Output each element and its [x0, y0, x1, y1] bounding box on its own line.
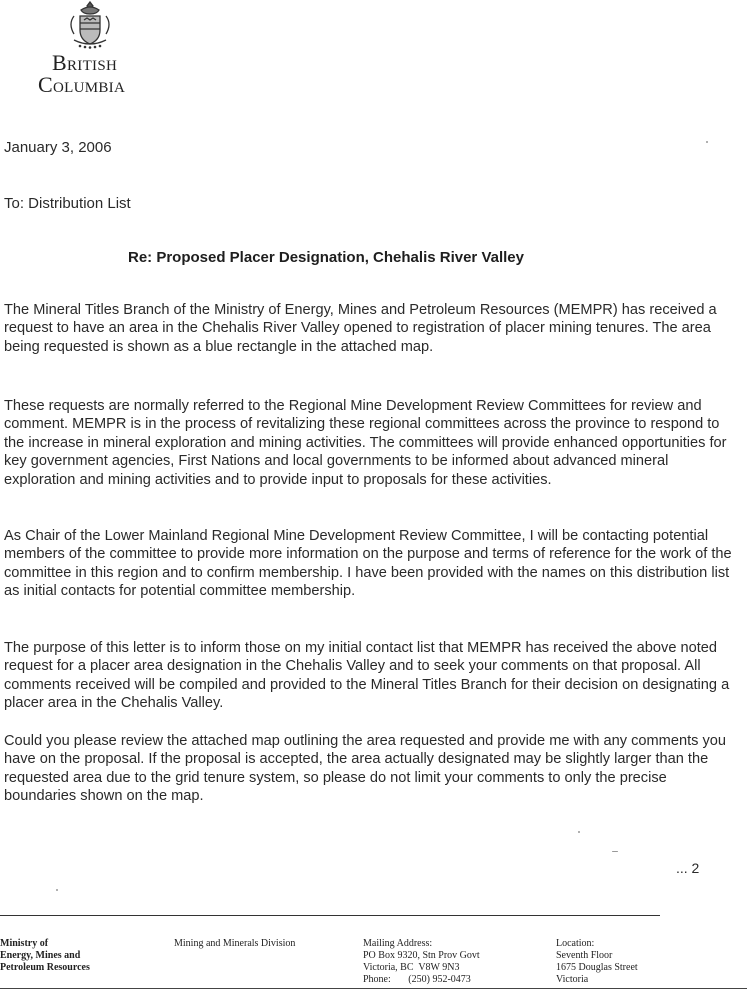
footer-ministry-line: Ministry of	[0, 938, 49, 949]
bc-wordmark	[38, 52, 125, 96]
footer-location-line: 1675 Douglas Street	[556, 962, 638, 973]
crest-icon	[66, 0, 114, 52]
footer-mailing-line: Mailing Address:	[363, 938, 433, 949]
footer-mailing-line: Victoria, BC V8W 9N3	[363, 962, 460, 973]
scan-speck	[578, 831, 580, 833]
paragraph-5: Could you please review the attached map outlining the area requested and provide me with any comments you have on the proposal. If the proposal is accepted, the area actually designated may be slightly larger than the requested area due to the grid tenure system, so please do not limit your comments to only the precise boundaries shown on the map.	[4, 733, 727, 805]
footer-location-line: Victoria	[556, 974, 589, 985]
letter-date: January 3, 2006	[4, 139, 112, 156]
footer-divider	[0, 915, 660, 916]
bc-logo	[18, 0, 138, 100]
scan-speck	[706, 141, 708, 143]
footer-mailing	[363, 938, 480, 986]
footer-ministry-line: Energy, Mines and	[0, 950, 81, 961]
footer-mailing-line: Phone: (250) 952-0473	[363, 974, 471, 985]
footer-mailing-line: PO Box 9320, Stn Prov Govt	[363, 950, 480, 961]
paragraph-3: As Chair of the Lower Mainland Regional Mine Development Review Committee, I will be contacting potential members of the committee to provide more information on the purpose and terms of reference for the work of the committee in this region and to confirm membership. I have been provided with the names on this distribution list as initial contacts for potential committee membership.	[4, 528, 732, 600]
footer-division-line: Mining and Minerals Division	[174, 938, 296, 949]
footer-ministry-line: Petroleum Resources	[0, 962, 90, 973]
wordmark-line-1: British	[52, 50, 118, 75]
footer-location	[556, 938, 638, 986]
wordmark-line-2: Columbia	[38, 72, 126, 97]
footer-division	[174, 938, 295, 950]
footer-location-line: Seventh Floor	[556, 950, 613, 961]
paragraph-4: The purpose of this letter is to inform those on my initial contact list that MEMPR has received the above noted request for a placer area designation in the Chehalis Valley and to seek your comments on that proposal. All comments received will be compiled and provided to the Mineral Titles Branch for their decision on designating a placer area in the Chehalis Valley.	[4, 640, 730, 712]
footer-ministry	[0, 938, 90, 974]
subject-line: Re: Proposed Placer Designation, Chehalis River Valley	[128, 249, 524, 266]
page-continuation: ... 2	[676, 860, 700, 876]
scan-speck	[56, 889, 58, 891]
paragraph-2: These requests are normally referred to the Regional Mine Development Review Committees for review and comment. MEMPR is in the process of revitalizing these regional committees across the province to respond to the increase in mineral exploration and mining activities. The committees will provide enhanced opportunities for key government agencies, First Nations and local governments to be informed about advanced mineral exploration and mining activities and to provide input to proposals for these activities.	[4, 398, 727, 488]
recipient-line: To: Distribution List	[4, 195, 131, 212]
scan-speck	[612, 851, 618, 852]
page-bottom-edge	[0, 988, 747, 989]
footer-location-line: Location:	[556, 938, 595, 949]
paragraph-1: The Mineral Titles Branch of the Ministry of Energy, Mines and Petroleum Resources (MEMPR) has received a request to have an area in the Chehalis River Valley opened to registration of placer mining tenures. The area being requested is shown as a blue rectangle in the attached map.	[4, 302, 717, 355]
